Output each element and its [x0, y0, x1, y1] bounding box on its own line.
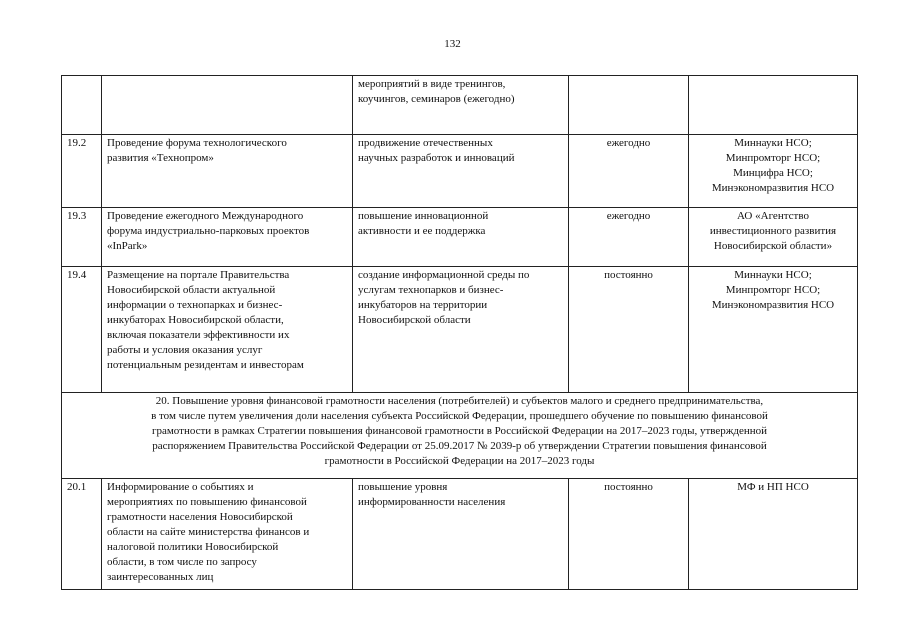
period-cell: ежегодно — [569, 208, 689, 267]
period-cell: постоянно — [569, 479, 689, 590]
event-cell — [102, 76, 353, 135]
event-cell: Проведение форума технологического развития «Технопром» — [102, 135, 353, 208]
event-cell: Проведение ежегодного Международного форума индустриально-парковых проектов «InPark» — [102, 208, 353, 267]
table-row — [62, 135, 858, 208]
goal-cell: повышение уровня информированности населения — [353, 479, 569, 590]
row-number-cell: 20.1 — [62, 479, 102, 590]
row-number-cell: 19.2 — [62, 135, 102, 208]
measures-table — [61, 75, 858, 590]
goal-cell: создание информационной среды по услугам технопарков и бизнес- инкубаторов на территории Новосибирской области — [353, 267, 569, 393]
period-cell: постоянно — [569, 267, 689, 393]
table-row — [62, 208, 858, 267]
executor-cell — [689, 76, 858, 135]
row-number-cell — [62, 76, 102, 135]
executor-cell: МФ и НП НСО — [689, 479, 858, 590]
goal-cell: мероприятий в виде тренингов, коучингов, семинаров (ежегодно) — [353, 76, 569, 135]
event-cell: Размещение на портале Правительства Новосибирской области актуальной информации о технопарках и бизнес- инкубаторах Новосибирской области, включая показатели эффективности их работы и условия оказания услуг потенциальным резидентам и инвесторам — [102, 267, 353, 393]
goal-cell: повышение инновационной активности и ее поддержка — [353, 208, 569, 267]
executor-cell: Миннауки НСО; Минпромторг НСО; Минцифра НСО; Минэкономразвития НСО — [689, 135, 858, 208]
table-row — [62, 479, 858, 590]
executor-cell: Миннауки НСО; Минпромторг НСО; Минэкономразвития НСО — [689, 267, 858, 393]
table-row — [62, 267, 858, 393]
row-number-cell: 19.4 — [62, 267, 102, 393]
goal-cell: продвижение отечественных научных разработок и инноваций — [353, 135, 569, 208]
table-row — [62, 76, 858, 135]
period-cell: ежегодно — [569, 135, 689, 208]
row-number-cell: 19.3 — [62, 208, 102, 267]
section-heading: 20. Повышение уровня финансовой грамотности населения (потребителей) и субъектов малого и среднего предпринимательства, в том числе путем увеличения доли населения субъекта Российской Федерации, прошедшего обучение по повышению финансовой грамотности в рамках Стратегии повышения финансовой грамотности в Российской Федерации на 2017–2023 годы, утвержденной распоряжением Правительства Российской Федерации от 25.09.2017 № 2039-р об утверждении Стратегии повышения финансовой грамотности в Российской Федерации на 2017–2023 годы — [62, 393, 858, 479]
page-number: 132 — [444, 38, 461, 50]
section-header-row — [62, 393, 858, 479]
executor-cell: АО «Агентство инвестиционного развития Новосибирской области» — [689, 208, 858, 267]
event-cell: Информирование о событиях и мероприятиях по повышению финансовой грамотности населения Новосибирской области на сайте министерства финансов и налоговой политики Новосибирской области, в том числе по запросу заинтересованных лиц — [102, 479, 353, 590]
period-cell — [569, 76, 689, 135]
